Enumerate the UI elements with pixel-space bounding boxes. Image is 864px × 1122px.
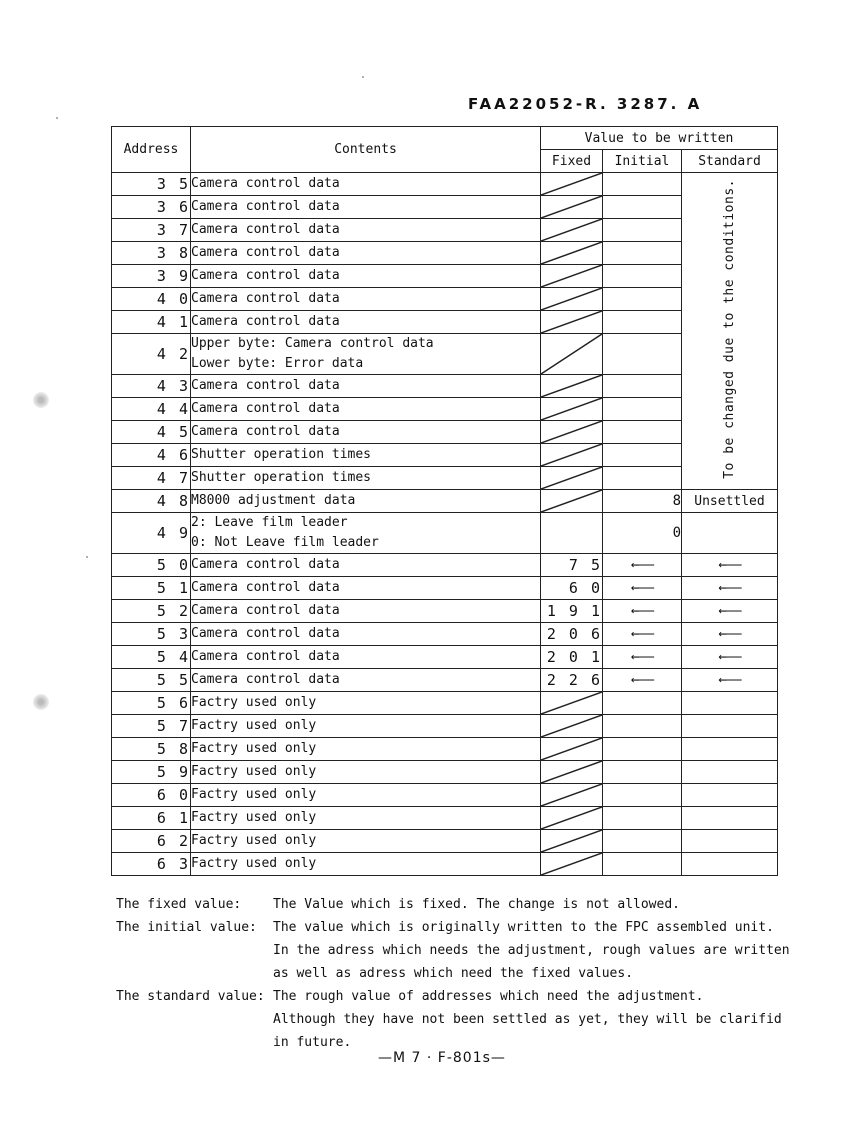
- table-row: [112, 242, 778, 265]
- contents-cell: [191, 490, 541, 513]
- initial-cell: [603, 196, 682, 219]
- contents-cell: [191, 784, 541, 807]
- contents-cell: [191, 807, 541, 830]
- contents-line: Camera control data: [191, 424, 340, 439]
- fixed-cell: [541, 600, 603, 623]
- address-cell: 4 1: [112, 311, 191, 334]
- fixed-cell: [541, 830, 603, 853]
- contents-line: Camera control data: [191, 603, 340, 618]
- fixed-cell: [541, 334, 603, 375]
- address-cell: 5 9: [112, 761, 191, 784]
- contents-cell: [191, 600, 541, 623]
- fixed-cell: [541, 375, 603, 398]
- address-cell: 4 8: [112, 490, 191, 513]
- fixed-value: 6 0: [568, 579, 602, 597]
- fixed-cell: [541, 807, 603, 830]
- initial-cell: [603, 173, 682, 196]
- fixed-cell: [541, 554, 603, 577]
- left-arrow-icon: ←——: [718, 626, 741, 642]
- table-row: [112, 513, 778, 554]
- address-cell: 5 7: [112, 715, 191, 738]
- contents-cell: [191, 830, 541, 853]
- note-row: [116, 939, 816, 962]
- contents-line: Factry used only: [191, 810, 317, 825]
- contents-cell: [191, 623, 541, 646]
- left-arrow-icon: ←——: [630, 603, 654, 619]
- initial-cell: [603, 830, 682, 853]
- standard-cell: [682, 761, 778, 784]
- initial-cell: [603, 219, 682, 242]
- fixed-cell: [541, 738, 603, 761]
- fixed-cell: [541, 196, 603, 219]
- contents-line: Shutter operation times: [191, 447, 372, 462]
- fixed-cell: [541, 219, 603, 242]
- contents-line: Camera control data: [191, 649, 340, 664]
- not-applicable-slash: [541, 288, 602, 310]
- header-fixed: Fixed: [541, 150, 603, 173]
- header-contents: Contents: [191, 127, 541, 173]
- not-applicable-slash: [541, 219, 602, 241]
- initial-cell: [603, 467, 682, 490]
- header-initial: Initial: [603, 150, 682, 173]
- not-applicable-slash: [541, 761, 602, 783]
- note-text: The rough value of addresses which need the adjustment.: [273, 989, 704, 1004]
- note-label: [116, 962, 273, 985]
- initial-cell: [603, 398, 682, 421]
- standard-merged-cell: [682, 173, 778, 490]
- address-cell: 4 5: [112, 421, 191, 444]
- left-arrow-icon: ←——: [630, 672, 654, 688]
- table-row: [112, 715, 778, 738]
- initial-cell: [603, 600, 682, 623]
- fixed-value: 7 5: [568, 556, 602, 574]
- address-cell: 4 7: [112, 467, 191, 490]
- fixed-cell: [541, 288, 603, 311]
- address-cell: 3 5: [112, 173, 191, 196]
- left-arrow-icon: ←——: [718, 603, 741, 619]
- not-applicable-slash: [541, 265, 602, 287]
- contents-cell: [191, 242, 541, 265]
- address-cell: 5 1: [112, 577, 191, 600]
- not-applicable-slash: [541, 444, 602, 466]
- table-row: [112, 761, 778, 784]
- standard-cell: [682, 738, 778, 761]
- fixed-cell: [541, 715, 603, 738]
- address-cell: 5 6: [112, 692, 191, 715]
- not-applicable-slash: [541, 830, 602, 852]
- not-applicable-slash: [541, 311, 602, 333]
- table-row: [112, 398, 778, 421]
- initial-cell: [603, 692, 682, 715]
- contents-line: Factry used only: [191, 695, 317, 710]
- fixed-cell: [541, 577, 603, 600]
- not-applicable-slash: [541, 334, 602, 374]
- left-arrow-icon: ←——: [630, 626, 654, 642]
- not-applicable-slash: [541, 242, 602, 264]
- fixed-cell: [541, 311, 603, 334]
- address-cell: 5 8: [112, 738, 191, 761]
- address-cell: 6 1: [112, 807, 191, 830]
- initial-cell: [603, 577, 682, 600]
- table-row: [112, 738, 778, 761]
- contents-line: 2: Leave film leader: [191, 515, 348, 530]
- initial-cell: [603, 784, 682, 807]
- note-label: [116, 1008, 273, 1031]
- initial-cell: [603, 334, 682, 375]
- standard-cell: [682, 784, 778, 807]
- contents-line: Camera control data: [191, 222, 340, 237]
- address-cell: 6 2: [112, 830, 191, 853]
- initial-value: 8: [672, 493, 681, 509]
- contents-line: Camera control data: [191, 626, 340, 641]
- standard-cell: [682, 715, 778, 738]
- standard-cell: [682, 646, 778, 669]
- contents-line: Factry used only: [191, 787, 317, 802]
- not-applicable-slash: [541, 421, 602, 443]
- standard-vertical-note: To be changed due to the conditions.: [722, 179, 737, 479]
- note-label: [116, 939, 273, 962]
- fixed-cell: [541, 692, 603, 715]
- address-cell: 4 9: [112, 513, 191, 554]
- standard-cell: [682, 692, 778, 715]
- note-text: The value which is originally written to the FPC assembled unit.: [273, 920, 774, 935]
- left-arrow-icon: ←——: [718, 672, 741, 688]
- contents-line: Camera control data: [191, 291, 340, 306]
- table-row: [112, 623, 778, 646]
- contents-line: Factry used only: [191, 741, 317, 756]
- left-arrow-icon: ←——: [630, 557, 654, 573]
- initial-cell: [603, 288, 682, 311]
- contents-cell: [191, 692, 541, 715]
- fixed-cell: [541, 398, 603, 421]
- fixed-cell: [541, 265, 603, 288]
- scan-mark: [33, 392, 49, 408]
- table-row: [112, 692, 778, 715]
- contents-line: Camera control data: [191, 176, 340, 191]
- note-text: The Value which is fixed. The change is not allowed.: [273, 897, 680, 912]
- left-arrow-icon: ←——: [718, 557, 741, 573]
- initial-cell: [603, 669, 682, 692]
- not-applicable-slash: [541, 490, 602, 512]
- standard-cell: [682, 600, 778, 623]
- contents-line: Upper byte: Camera control data: [191, 336, 434, 351]
- table-body: [112, 173, 778, 876]
- contents-cell: [191, 265, 541, 288]
- table-row: [112, 173, 778, 196]
- initial-cell: [603, 715, 682, 738]
- contents-line: Factry used only: [191, 833, 317, 848]
- contents-line: Lower byte: Error data: [191, 356, 364, 371]
- table-row: [112, 467, 778, 490]
- contents-line: Factry used only: [191, 718, 317, 733]
- initial-cell: [603, 738, 682, 761]
- header-address: Address: [112, 127, 191, 173]
- initial-value: 0: [672, 525, 681, 541]
- table-row: [112, 196, 778, 219]
- initial-cell: [603, 646, 682, 669]
- table-row: [112, 444, 778, 467]
- header-standard: Standard: [682, 150, 778, 173]
- scan-speck: [86, 556, 88, 558]
- table-row: [112, 288, 778, 311]
- fixed-cell: [541, 646, 603, 669]
- standard-cell: [682, 669, 778, 692]
- note-text: as well as adress which need the fixed values.: [273, 966, 634, 981]
- not-applicable-slash: [541, 853, 602, 875]
- note-label: The initial value:: [116, 920, 257, 935]
- table-row: [112, 853, 778, 876]
- table-row: [112, 600, 778, 623]
- note-row: [116, 962, 816, 985]
- address-cell: 5 4: [112, 646, 191, 669]
- left-arrow-icon: ←——: [718, 649, 741, 665]
- contents-cell: [191, 738, 541, 761]
- not-applicable-slash: [541, 375, 602, 397]
- contents-cell: [191, 554, 541, 577]
- address-cell: 4 4: [112, 398, 191, 421]
- initial-cell: [603, 554, 682, 577]
- contents-cell: [191, 334, 541, 375]
- standard-cell: [682, 490, 778, 513]
- address-cell: 3 7: [112, 219, 191, 242]
- not-applicable-slash: [541, 398, 602, 420]
- note-text: In the adress which needs the adjustment, rough values are written: [273, 943, 790, 958]
- standard-cell: [682, 807, 778, 830]
- scan-speck: [362, 76, 364, 78]
- address-cell: 6 3: [112, 853, 191, 876]
- table-row: [112, 669, 778, 692]
- contents-cell: [191, 173, 541, 196]
- contents-cell: [191, 467, 541, 490]
- contents-cell: [191, 513, 541, 554]
- standard-cell: [682, 853, 778, 876]
- table-row: [112, 219, 778, 242]
- fixed-cell: [541, 623, 603, 646]
- left-arrow-icon: ←——: [630, 649, 654, 665]
- header-value-group: Value to be written: [541, 127, 778, 150]
- left-arrow-icon: ←——: [718, 580, 741, 596]
- fixed-cell: [541, 761, 603, 784]
- contents-line: 0: Not Leave film leader: [191, 535, 379, 550]
- fixed-value: 1 9 1: [546, 602, 602, 620]
- document-id: FAA22052-R. 3287. A: [468, 95, 703, 113]
- fixed-cell: [541, 242, 603, 265]
- contents-line: Camera control data: [191, 314, 340, 329]
- note-label: The standard value:: [116, 989, 265, 1004]
- fixed-cell: [541, 444, 603, 467]
- address-cell: 5 0: [112, 554, 191, 577]
- not-applicable-slash: [541, 196, 602, 218]
- not-applicable-slash: [541, 467, 602, 489]
- contents-cell: [191, 715, 541, 738]
- not-applicable-slash: [541, 692, 602, 714]
- contents-line: Camera control data: [191, 378, 340, 393]
- not-applicable-slash: [541, 173, 602, 195]
- note-row: [116, 985, 816, 1008]
- note-row: [116, 1008, 816, 1031]
- contents-line: Camera control data: [191, 268, 340, 283]
- table-row: [112, 577, 778, 600]
- contents-cell: [191, 196, 541, 219]
- fixed-value: 2 2 6: [546, 671, 602, 689]
- table-row: [112, 375, 778, 398]
- contents-cell: [191, 375, 541, 398]
- left-arrow-icon: ←——: [630, 580, 654, 596]
- table-row: [112, 265, 778, 288]
- contents-line: Camera control data: [191, 672, 340, 687]
- initial-cell: [603, 807, 682, 830]
- table-header: [112, 127, 778, 173]
- standard-value: Unsettled: [694, 493, 765, 509]
- address-cell: 4 0: [112, 288, 191, 311]
- page-footer: —M 7 · F-801s—: [378, 1050, 506, 1066]
- note-label: The fixed value:: [116, 897, 242, 912]
- address-cell: 4 6: [112, 444, 191, 467]
- note-text: Although they have not been settled as yet, they will be clarifid: [273, 1012, 782, 1027]
- note-row: [116, 893, 816, 916]
- scan-mark: [33, 694, 49, 710]
- contents-cell: [191, 421, 541, 444]
- note-text: in future.: [273, 1035, 352, 1050]
- standard-cell: [682, 830, 778, 853]
- initial-cell: [603, 513, 682, 554]
- standard-cell: [682, 577, 778, 600]
- table-row: [112, 490, 778, 513]
- contents-cell: [191, 577, 541, 600]
- contents-line: M8000 adjustment data: [191, 493, 356, 508]
- table-row: [112, 830, 778, 853]
- standard-cell: [682, 513, 778, 554]
- note-row: [116, 916, 816, 939]
- address-cell: 5 5: [112, 669, 191, 692]
- contents-cell: [191, 669, 541, 692]
- table-row: [112, 807, 778, 830]
- initial-cell: [603, 490, 682, 513]
- address-cell: 5 3: [112, 623, 191, 646]
- standard-cell: [682, 554, 778, 577]
- initial-cell: [603, 421, 682, 444]
- fixed-cell: [541, 513, 603, 554]
- not-applicable-slash: [541, 715, 602, 737]
- table-row: [112, 784, 778, 807]
- contents-line: Shutter operation times: [191, 470, 372, 485]
- contents-cell: [191, 398, 541, 421]
- contents-line: Camera control data: [191, 557, 340, 572]
- standard-cell: [682, 623, 778, 646]
- contents-line: Camera control data: [191, 245, 340, 260]
- table-row: [112, 421, 778, 444]
- fixed-cell: [541, 853, 603, 876]
- not-applicable-slash: [541, 807, 602, 829]
- table-row: [112, 554, 778, 577]
- address-cell: 5 2: [112, 600, 191, 623]
- address-cell: 3 8: [112, 242, 191, 265]
- not-applicable-slash: [541, 738, 602, 760]
- fixed-value: 2 0 1: [546, 648, 602, 666]
- contents-line: Camera control data: [191, 401, 340, 416]
- initial-cell: [603, 265, 682, 288]
- fixed-value: 2 0 6: [546, 625, 602, 643]
- table-row: [112, 646, 778, 669]
- initial-cell: [603, 444, 682, 467]
- contents-line: Camera control data: [191, 580, 340, 595]
- fixed-cell: [541, 490, 603, 513]
- contents-cell: [191, 444, 541, 467]
- contents-cell: [191, 288, 541, 311]
- address-cell: 3 9: [112, 265, 191, 288]
- not-applicable-slash: [541, 784, 602, 806]
- address-table: [111, 126, 778, 876]
- address-cell: 3 6: [112, 196, 191, 219]
- contents-cell: [191, 853, 541, 876]
- scan-speck: [56, 117, 58, 119]
- contents-line: Factry used only: [191, 856, 317, 871]
- initial-cell: [603, 623, 682, 646]
- fixed-cell: [541, 173, 603, 196]
- contents-cell: [191, 761, 541, 784]
- initial-cell: [603, 761, 682, 784]
- initial-cell: [603, 311, 682, 334]
- contents-line: Camera control data: [191, 199, 340, 214]
- fixed-cell: [541, 669, 603, 692]
- initial-cell: [603, 853, 682, 876]
- table-row: [112, 334, 778, 375]
- initial-cell: [603, 242, 682, 265]
- fixed-cell: [541, 421, 603, 444]
- contents-cell: [191, 646, 541, 669]
- address-cell: 4 3: [112, 375, 191, 398]
- note-label: [116, 1031, 273, 1054]
- fixed-cell: [541, 467, 603, 490]
- fixed-cell: [541, 784, 603, 807]
- contents-line: Factry used only: [191, 764, 317, 779]
- table-row: [112, 311, 778, 334]
- address-cell: 6 0: [112, 784, 191, 807]
- contents-cell: [191, 311, 541, 334]
- address-cell: 4 2: [112, 334, 191, 375]
- notes-section: [116, 893, 816, 1054]
- initial-cell: [603, 375, 682, 398]
- contents-cell: [191, 219, 541, 242]
